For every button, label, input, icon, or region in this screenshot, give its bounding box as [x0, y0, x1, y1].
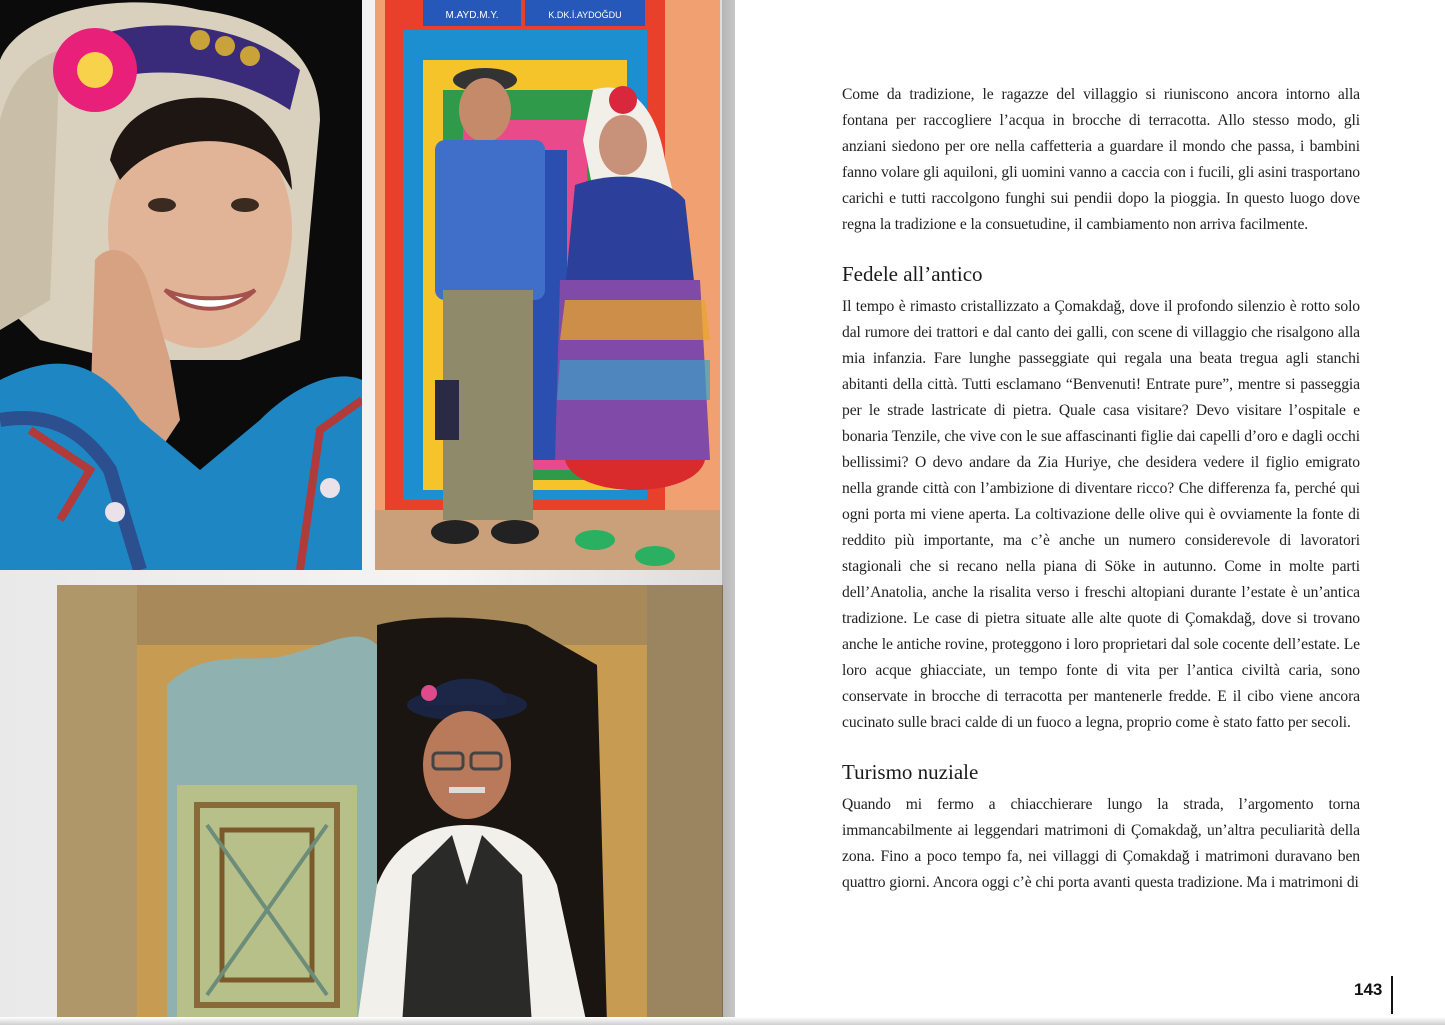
- door-sign-right: K.DK.İ.AYDOĞDU: [548, 10, 622, 20]
- section-body-fedele: Il tempo è rimasto cristallizzato a Çomakdağ, dove il profondo silenzio è rotto solo dal rumore dei trattori e dal canto dei galli, con scene di villaggio che risalgono alla mia infanzia. Fare lunghe passeggiate qui regala una beata tregua agli stanchi abitanti della città. Tutti esclamano “Benvenuti! Entrate pure”, mentre si passeggia per le strade lastricate di pietra. Quale casa visitare? Devo visitare l’ospitale e bonaria Tenzile, che vive con le sue affascinanti figlie dai capelli d’oro e dagli occhi bellissimi? O devo andare da Zia Huriye, che desidera vedere il figlio emigrato nella grande città con l’ambizione di diventare ricco? Che differenza fa, perché qui ogni porta mi viene aperta. La coltivazione delle olive qui è ovviamente la fonte di reddito più importante, ma c’è anche un numero considerevole di lavoratori stagionali che si recano nella piana di Söke in autunno. Come in molte parti dell’Anatolia, anche la risalita verso i freschi altopiani durante l’estate è un’antica tradizione. Le case di pietra situate alle alte quote di Çomakdağ, dove si trovano anche le antiche rovine, proteggono i loro proprietari dal sole cocente dell’estate. Le loro acque ghiacciate, un tempo fonte di vita per l’antica civiltà caria, sono conservate in brocche di terracotta per mantenerle fredde. E il cibo viene ancora cucinato sulle braci calde di un fuoco a legna, proprio come è stato fatto per secoli.: [842, 298, 1360, 731]
- photo-elderly-man-window: [57, 585, 723, 1025]
- page-bottom-edge: [0, 1017, 1445, 1025]
- photo-young-woman-headscarf: [0, 0, 362, 570]
- photo-elderly-couple-door: [375, 0, 720, 570]
- intro-paragraph: Come da tradizione, le ragazze del villaggio si riuniscono ancora intorno alla fontana per raccogliere l’acqua in brocche di terracotta. Allo stesso modo, gli anziani siedono per ore nella caffetteria a guardare il mondo che passa, i bambini fanno volare gli aquiloni, gli uomini vanno a caccia con i fucili, gli asini trasportano carichi e tutti raccolgono funghi sui pendii dopo la pioggia. In questo luogo dove regna la tradizione e la consuetudine, il cambiamento non arriva facilmente.: [842, 86, 1360, 233]
- section-body-turismo: Quando mi fermo a chiacchierare lungo la strada, l’argomento torna immancabilmente ai leggendari matrimoni di Çomakdağ, un’altra peculiarità della zona. Fino a poco tempo fa, nei villaggi di Çomakdağ i matrimoni duravano ben quattro giorni. Ancora oggi c’è chi porta avanti questa tradizione. Ma i matrimoni di: [842, 796, 1360, 891]
- page-number: 143: [1354, 980, 1383, 999]
- page-number-rule: [1391, 976, 1393, 1014]
- section-heading-turismo: Turismo nuziale: [842, 760, 979, 784]
- article-text-column: [842, 82, 1360, 896]
- section-heading-fedele: Fedele all’antico: [842, 262, 983, 286]
- door-sign-left: M.AYD.M.Y.: [445, 10, 499, 21]
